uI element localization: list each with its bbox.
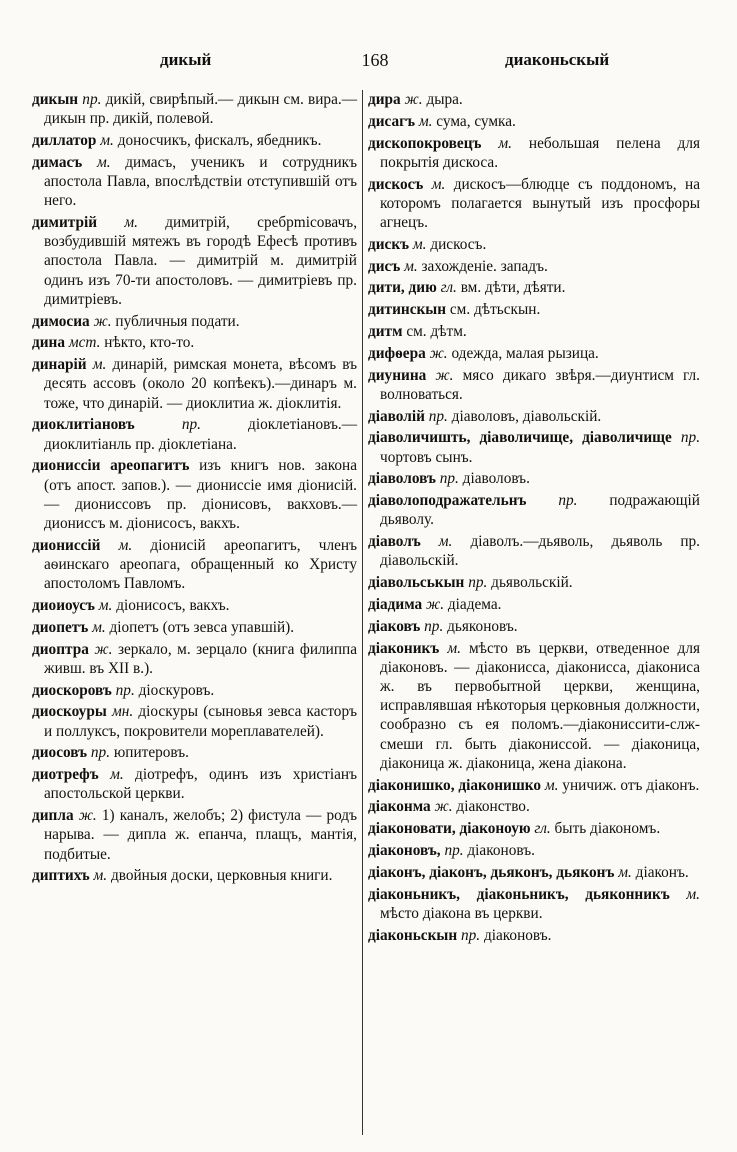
dictionary-entry [32,596,357,615]
entry-definition: сума, сумка. [436,112,516,130]
dictionary-entry [368,134,700,172]
entry-definition: діаконовъ. [483,926,552,944]
entry-headword: димитрій [32,214,98,231]
dictionary-entry [32,618,357,637]
entry-definition: зеркало, м. зерцало (книга филиппа живш. въ XII в.). [44,640,358,677]
entry-definition: дискосъ—блюдце съ поддономъ, на которомъ полагается вынутый изъ просфоры агнецъ. [380,175,700,231]
entry-grammar: пр. [428,407,448,425]
entry-headword: диоскоровъ [32,681,112,699]
entry-grammar: ж. [434,798,453,816]
dictionary-entry [368,776,700,795]
entry-grammar: мст. [68,334,101,352]
entry-grammar: м. [98,597,113,615]
entry-grammar: м. [412,235,427,253]
dictionary-entry [32,456,357,533]
dictionary-entry [368,344,700,363]
dictionary-entry [368,532,700,570]
entry-definition: діоскуровъ. [138,681,215,699]
entry-definition: изъ книгъ нов. закона (отъ апост. запов.). — диониссіе имя діонисій. — диониссовъ пр. діонисовъ, вакховъ.—диониссъ м. діонисосъ, вакхъ. [44,457,357,533]
entry-grammar: м. [124,214,138,231]
entry-headword: диоскоуры [32,703,107,721]
entry-definition: діотрефъ, одинъ изъ христіанъ апостольской церкви. [44,766,357,803]
page-header [30,50,720,76]
entry-headword: димосиа [32,312,90,330]
dictionary-entry [368,112,700,131]
running-head-right: диаконьскый [505,50,610,69]
entry-headword: діаконишко, діаконишко [368,776,542,794]
entry-grammar: пр. [468,574,488,592]
entry-grammar: ж. [93,312,112,330]
entry-headword: диоптра [32,640,89,658]
entry-grammar: м. [544,776,559,794]
entry-headword: діаковъ [368,617,421,635]
entry-grammar: м. [92,618,106,636]
entry-grammar: м. [686,885,700,903]
entry-definition: дьявольскій. [491,574,573,592]
dictionary-entry [32,131,357,150]
dictionary-entry [32,806,357,864]
entry-definition: захожденіе. западъ. [421,257,548,275]
entry-headword: дискъ [368,235,410,253]
dictionary-entry [32,333,357,352]
entry-definition: дьяконовъ. [447,617,518,635]
entry-grammar: пр. [181,416,201,434]
entry-grammar: м. [498,134,512,152]
entry-grammar: пр. [558,492,578,510]
dictionary-entry [368,863,700,882]
entry-grammar: м. [418,112,433,130]
entry-definition: доносчикъ, фискалъ, ябедникъ. [117,132,322,149]
entry-definition: діоскуры (сыновья зевса касторъ и поллуксъ, покровители мореплавателей). [44,703,358,740]
dictionary-entry [368,617,700,636]
running-head-left: дикый [160,50,212,69]
dictionary-entry [32,681,357,700]
entry-headword: дитинскын [368,301,447,319]
entry-definition: мѣсто діакона въ церкви. [380,904,543,922]
entry-headword: діаволъ [368,533,421,551]
left-column [32,90,357,888]
entry-headword: діаволичишть, діаволичище, діаволичище [368,429,672,447]
page-number: 168 [361,50,389,70]
entry-grammar: м. [100,132,114,149]
entry-headword: діаволовъ [368,470,436,488]
entry-headword: діаволій [368,407,425,425]
entry-definition: димасъ, ученикъ и сотрудникъ апостола Павла, впослѣдствіи отступившій отъ него. [44,153,358,210]
dictionary-entry [32,743,357,762]
dictionary-entry [368,407,700,426]
entry-definition: діаволовъ, діавольскій. [451,407,602,425]
dictionary-entry [368,595,700,614]
entry-definition: дискосъ. [430,235,487,253]
entry-grammar: пр. [82,91,102,108]
entry-headword: діаволоподражательнъ [368,492,527,510]
entry-headword: диптихъ [32,867,90,885]
entry-headword: діаконикъ [368,639,440,657]
entry-definition: димитрій, сребрmicовачъ, возбудившій мятежъ въ городѣ Ефесѣ противъ апостола Павла. — димитрій м. димитрій одинъ изъ 70-ти апостоловъ. — димитріевъ пр. димитріевъ. [44,214,358,308]
entry-definition: діаконъ. [635,863,689,881]
dictionary-entry [368,573,700,592]
entry-grammar: пр. [90,744,111,762]
dictionary-entry [368,469,700,488]
entry-headword: дина [32,334,66,352]
entry-grammar: гл. [534,820,551,838]
entry-grammar: ж. [425,595,445,613]
entry-headword: дитм [368,322,403,340]
entry-headword: діаконьникъ, діаконьникъ, дьяконникъ [368,885,670,903]
dictionary-entry [368,235,700,254]
entry-headword: дикын [32,91,79,108]
entry-definition: нѣкто, кто-то. [104,334,195,352]
dictionary-entry [32,153,357,211]
entry-headword: діаконовати, діаконоую [368,820,531,838]
dictionary-entry [32,640,357,678]
entry-definition: діаконство. [456,798,530,816]
dictionary-entry [368,428,700,466]
entry-definition: юпитеровъ. [113,744,189,762]
dictionary-entry [368,797,700,816]
entry-grammar: гл. [440,279,457,297]
dictionary-entry [368,885,700,923]
entry-headword: дискосъ [368,175,424,193]
dictionary-entry [32,355,357,413]
dictionary-entry [368,639,700,773]
entry-grammar: пр. [444,841,464,859]
entry-definition: динарій, римская монета, вѣсомъ въ десять ассовъ (около 20 копѣекъ).—динаръ м. тоже, что динарій. — диоклитиа ж. діоклитія. [44,356,357,412]
entry-definition: діоклетіановъ.— диоклитіанль пр. діоклетіана. [44,416,358,453]
dictionary-entry [32,536,357,594]
entry-grammar: м. [438,533,453,551]
entry-headword: діаконовъ, [368,841,441,859]
entry-grammar: м. [431,175,446,193]
entry-definition: діаконовъ. [467,841,535,859]
entry-definition: уничиж. отъ діаконъ. [562,776,700,794]
entry-headword: діавольськын [368,574,465,592]
dictionary-entry [32,702,357,740]
entry-headword: диопетъ [32,618,89,636]
dictionary-entry [368,322,700,341]
entry-headword: діадима [368,595,423,613]
dictionary-entry [32,765,357,803]
entry-grammar: м. [92,356,107,374]
dictionary-entry [368,926,700,945]
entry-grammar: м. [618,863,632,881]
entry-headword: диониссіи ареопагитъ [32,457,190,475]
entry-grammar: пр. [461,926,481,944]
entry-grammar: пр. [424,617,444,635]
entry-definition: быть діакономъ. [554,820,661,838]
entry-definition: діонисосъ, вакхъ. [116,597,230,615]
column-divider [362,90,363,1135]
entry-grammar: ж. [78,807,97,825]
entry-definition: небольшая пелена для покрытія дискоса. [380,134,701,171]
entry-definition: діаволъ.—дьяволь, дьяволь пр. діавольскій. [380,533,700,570]
dictionary-entry [32,213,357,309]
entry-headword: диоиоусъ [32,597,95,615]
dictionary-entry [368,491,700,529]
entry-definition: см. дѣтьскын. [449,301,541,319]
entry-headword: діаконма [368,798,431,816]
dictionary-entry [368,175,700,233]
entry-grammar: пр. [680,429,701,447]
entry-headword: дифѳера [368,344,426,362]
dictionary-entry [368,841,700,860]
dictionary-entry [368,819,700,838]
dictionary-entry [368,300,700,319]
entry-definition: діадема. [447,595,502,613]
entry-definition: см. дѣтм. [406,322,467,340]
dictionary-entry [368,257,700,276]
entry-grammar: м. [404,257,418,275]
entry-headword: дипла [32,807,74,825]
entry-grammar: м. [93,867,108,885]
entry-headword: дисагъ [368,112,416,130]
entry-grammar: ж. [94,640,113,658]
entry-headword: диотрефъ [32,766,99,784]
entry-grammar: м. [118,536,133,554]
entry-headword: динарій [32,356,87,374]
right-column [368,90,700,947]
entry-headword: дископокровецъ [368,134,482,152]
entry-definition: двойныя доски, церковныя книги. [110,867,333,885]
entry-headword: диониссій [32,536,101,554]
entry-headword: дира [368,91,401,108]
entry-headword: діаконъ, діаконъ, дьяконъ, дьяконъ [368,863,615,881]
entry-definition: публичныя подати. [115,312,240,330]
dictionary-entry [368,366,700,404]
entry-definition: діопетъ (отъ зевса упавшій). [109,618,295,636]
entry-definition: 1) каналъ, желобъ; 2) фистула — родъ нарыва. — дипла ж. епанча, плащъ, мантія, подбитые. [44,807,357,863]
entry-definition: вм. дѣти, дѣяти. [460,279,566,297]
entry-grammar: м. [110,766,124,784]
entry-definition: мясо дикаго звѣря.—диунтисм гл. волноваться. [380,366,701,403]
entry-definition: чортовъ сынъ. [380,448,473,466]
entry-definition: одежда, малая рызица. [451,344,599,362]
entry-grammar: ж. [429,344,448,362]
entry-definition: мѣсто въ церкви, отведенное для діаконовъ. — діаконисса, діаконисса, діакониса ж. въ первобытной церкви, женщина, исправлявшая нѣкоторыя церковныя должности, сообразно съ ея поломъ.—діакониссити-слж-смеши гл. быть діакониссой. — діаконица, діаконица ж. діаконица, жена діакона. [380,639,701,772]
dictionary-entry [368,90,700,109]
entry-grammar: ж. [435,366,454,384]
entry-definition: діаволовъ. [462,470,530,488]
entry-headword: дисъ [368,257,401,275]
dictionary-entry [368,278,700,297]
entry-headword: димасъ [32,153,83,171]
entry-headword: дити, дию [368,279,437,297]
entry-definition: дыра. [426,91,463,108]
entry-definition: дикій, свирѣпый.— дикын см. вира.—дикын пр. дикій, полевой. [44,91,357,128]
entry-grammar: мн. [111,703,134,721]
entry-grammar: ж. [404,91,423,108]
entry-grammar: пр. [439,470,459,488]
dictionary-entry [32,90,357,128]
entry-headword: діаконьскын [368,926,458,944]
entry-definition: подражающій дьяволу. [380,492,700,529]
dictionary-entry [32,415,357,453]
entry-definition: діонисій ареопагитъ, членъ аѳинскаго ареопага, обращенный ко Христу апостоломъ Павломъ. [44,536,357,593]
entry-headword: диосовъ [32,744,88,762]
entry-headword: диунина [368,366,427,384]
dictionary-entry [32,866,357,885]
entry-headword: диоклитіановъ [32,416,135,434]
entry-headword: диллатор [32,132,97,149]
entry-grammar: м. [447,639,461,657]
dictionary-entry [32,312,357,331]
entry-grammar: пр. [115,681,135,699]
entry-grammar: м. [96,153,111,171]
